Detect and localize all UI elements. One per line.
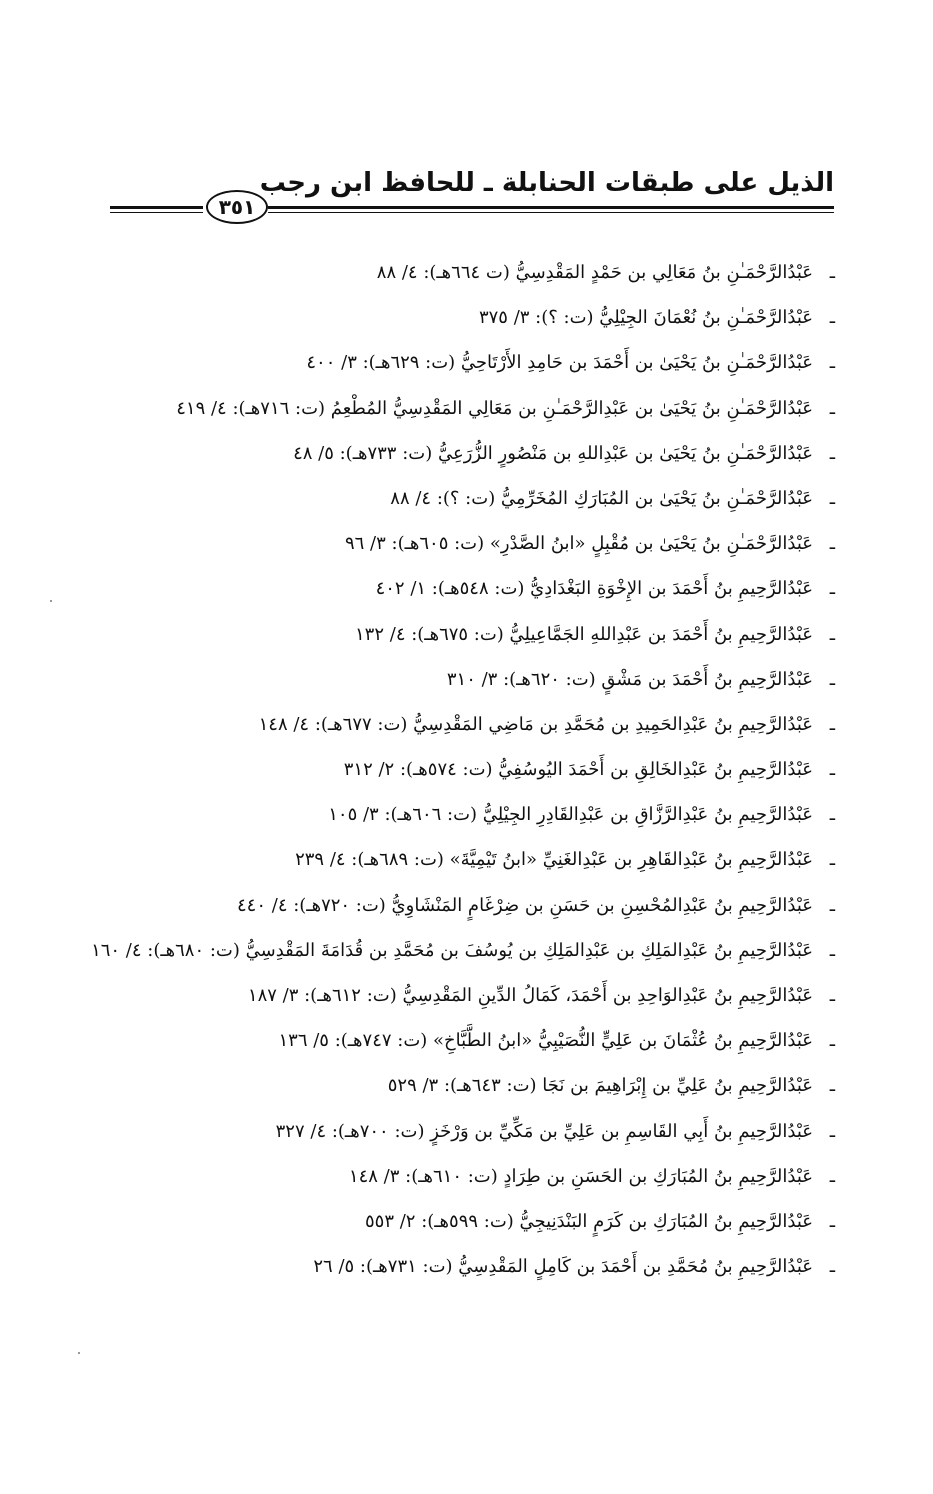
entry-dash: ـ xyxy=(829,1210,835,1232)
entry-text: عَبْدُالرَّحِيمِ بنُ عَبْدِالحَمِيدِ بن مُحَمَّدِ بن مَاضِي المَقْدِسِيُّ (ت: ٦٧٧هـ): ٤/ ١٤٨ xyxy=(258,713,813,735)
entry-text: عَبْدُالرَّحْمَـٰنِ بنُ مَعَالِي بن حَمْدٍ المَقْدِسِيُّ (ت ٦٦٤هـ): ٤/ ٨٨ xyxy=(376,262,813,283)
index-entry xyxy=(35,566,835,611)
index-entry xyxy=(35,702,835,747)
entry-text: عَبْدُالرَّحِيمِ بنُ أَبِي القَاسِمِ بن عَلِيِّ بن مَكِّيِّ بن وَرْخَزٍ (ت: ٧٠٠هـ): ٤/ ٣٢٧ xyxy=(275,1120,813,1142)
entry-dash: ـ xyxy=(829,894,835,916)
entry-dash: ـ xyxy=(829,668,835,690)
entry-dash: ـ xyxy=(829,1075,835,1097)
entry-dash: ـ xyxy=(829,1256,835,1278)
entry-text: عَبْدُالرَّحْمَـٰنِ بنُ يَحْيَىٰ بن عَبْدِالرَّحْمَـٰنِ بن مَعَالِي المَقْدِسِيُّ المُطْعِمُ (ت: ٧١٦هـ): ٤/ ٤١٩ xyxy=(176,397,813,419)
entry-text: عَبْدُالرَّحِيمِ بنُ عَلِيِّ بن إِبْرَاهِيمَ بن نَجَا (ت: ٦٤٣هـ): ٣/ ٥٢٩ xyxy=(387,1075,813,1097)
entry-dash: ـ xyxy=(829,397,835,419)
entry-text: عَبْدُالرَّحْمَـٰنِ بنُ يَحْيَىٰ بن عَبْدِاللهِ بن مَنْصُورٍ الزُّرَعِيُّ (ت: ٧٣٣هـ): ٥/ ٤٨ xyxy=(293,442,813,464)
entry-dash: ـ xyxy=(829,804,835,826)
index-entry xyxy=(35,657,835,702)
entry-text: عَبْدُالرَّحِيمِ بنُ أَحْمَدَ بن الإِخْوَةِ البَغْدَادِيُّ (ت: ٥٤٨هـ): ١/ ٤٠٢ xyxy=(375,578,813,600)
page-number-badge xyxy=(206,190,268,224)
entry-dash: ـ xyxy=(829,1120,835,1142)
entry-dash: ـ xyxy=(829,307,835,329)
entry-text: عَبْدُالرَّحِيمِ بنُ المُبَارَكِ بن كَرَمٍ البَنْدَنِيجِيُّ (ت: ٥٩٩هـ): ٢/ ٥٥٣ xyxy=(364,1210,813,1232)
entry-text: عَبْدُالرَّحِيمِ بنُ مُحَمَّدِ بن أَحْمَدَ بن كَامِلٍ المَقْدِسِيُّ (ت: ٧٣١هـ): ٥/ ٢٦ xyxy=(313,1256,813,1278)
entry-text: عَبْدُالرَّحْمَـٰنِ بنُ يَحْيَىٰ بن أَحْمَدَ بن حَامِدِ الأَرْتَاحِيُّ (ت: ٦٢٩هـ): ٣/ ٤٠٠ xyxy=(306,352,813,374)
index-entry xyxy=(35,1063,835,1108)
entry-dash: ـ xyxy=(829,442,835,464)
index-entry xyxy=(35,295,835,340)
entry-dash: ـ xyxy=(829,713,835,735)
entry-text: عَبْدُالرَّحِيمِ بنُ عَبْدِالوَاحِدِ بن أَحْمَدَ، كَمَالُ الدِّينِ المَقْدِسِيُّ (ت: ٦١٢هـ): ٣/ ١٨٧ xyxy=(247,985,813,1006)
index-entry xyxy=(35,928,835,973)
entry-text: عَبْدُالرَّحِيمِ بنُ عُثْمَانَ بن عَلِيٍّ النُّصَيْبِيُّ «ابنُ الطَّبَّاخِ» (ت: ٧٤٧هـ): ٥/ ١٣٦ xyxy=(278,1030,813,1052)
entry-text: عَبْدُالرَّحْمَـٰنِ بنُ نُعْمَانَ الجِيْلِيُّ (ت: ؟): ٣/ ٣٧٥ xyxy=(478,307,813,329)
index-entry xyxy=(35,973,835,1018)
entry-dash: ـ xyxy=(829,759,835,781)
index-entry xyxy=(35,1244,835,1289)
index-entry xyxy=(35,431,835,476)
index-entry xyxy=(35,250,835,295)
index-entry xyxy=(35,340,835,385)
index-entry xyxy=(35,792,835,837)
entry-dash: ـ xyxy=(829,1165,835,1187)
index-entry xyxy=(35,1199,835,1244)
index-entry-list xyxy=(35,250,835,1289)
index-entry xyxy=(35,612,835,657)
entry-dash: ـ xyxy=(829,352,835,374)
entry-text: عَبْدُالرَّحِيمِ بنُ عَبْدِالمُحْسِنِ بن حَسَنِ بن ضِرْغَامٍ المَنْشَاوِيُّ (ت: ٧٢٠هـ): ٤/ ٤٤٠ xyxy=(237,894,813,916)
page-number: ٣٥١ xyxy=(218,195,256,219)
entry-dash: ـ xyxy=(829,578,835,600)
scan-speck xyxy=(50,600,52,602)
index-entry xyxy=(35,837,835,882)
entry-dash: ـ xyxy=(829,533,835,555)
running-title: الذيل على طبقات الحنابلة ـ للحافظ ابن رجب xyxy=(259,168,834,198)
entry-dash: ـ xyxy=(829,849,835,871)
header-rule-thick xyxy=(268,206,834,209)
index-entry xyxy=(35,1109,835,1154)
header-rule-left-thick xyxy=(110,206,203,209)
entry-text: عَبْدُالرَّحِيمِ بنُ عَبْدِالقَاهِرِ بن عَبْدِالغَنِيِّ «ابنُ تَيْمِيَّةَ» (ت: ٦٨٩هـ): ٤/ ٢٣٩ xyxy=(295,849,813,871)
entry-text: عَبْدُالرَّحِيمِ بنُ عَبْدِالرَّزَّاقِ بن عَبْدِالقَادِرِ الجِيْلِيُّ (ت: ٦٠٦هـ): ٣/ ١٠٥ xyxy=(328,804,813,826)
entry-dash: ـ xyxy=(829,262,835,283)
header-rule-left-thin xyxy=(110,212,203,213)
index-entry xyxy=(35,476,835,521)
entry-text: عَبْدُالرَّحِيمِ بنُ أَحْمَدَ بن عَبْدِاللهِ الجَمَّاعِيلِيُّ (ت: ٦٧٥هـ): ٤/ ١٣٢ xyxy=(355,623,813,645)
entry-dash: ـ xyxy=(829,1030,835,1052)
index-entry xyxy=(35,747,835,792)
header-rule-thin xyxy=(268,212,834,213)
page-header xyxy=(110,162,834,242)
index-entry xyxy=(35,386,835,431)
index-entry xyxy=(35,883,835,928)
entry-text: عَبْدُالرَّحِيمِ بنُ المُبَارَكِ بن الحَسَنِ بن طِرَادٍ (ت: ٦١٠هـ): ٣/ ١٤٨ xyxy=(348,1165,813,1187)
scan-speck xyxy=(78,1352,80,1354)
entry-text: عَبْدُالرَّحِيمِ بنُ عَبْدِالخَالِقِ بن أَحْمَدَ اليُوسُفِيُّ (ت: ٥٧٤هـ): ٢/ ٣١٢ xyxy=(343,759,813,781)
index-entry xyxy=(35,521,835,566)
entry-dash: ـ xyxy=(829,623,835,645)
index-entry xyxy=(35,1154,835,1199)
entry-text: عَبْدُالرَّحْمَـٰنِ بنُ يَحْيَىٰ بن المُبَارَكِ المُخَرِّمِيُّ (ت: ؟): ٤/ ٨٨ xyxy=(390,487,813,509)
entry-text: عَبْدُالرَّحْمَـٰنِ بنُ يَحْيَىٰ بن مُقْبِلٍ «ابنُ الصَّدْرِ» (ت: ٦٠٥هـ): ٣/ ٩٦ xyxy=(344,533,813,555)
entry-dash: ـ xyxy=(829,985,835,1006)
index-entry xyxy=(35,1018,835,1063)
entry-dash: ـ xyxy=(829,939,835,961)
entry-dash: ـ xyxy=(829,487,835,509)
entry-text: عَبْدُالرَّحِيمِ بنُ عَبْدِالمَلِكِ بن عَبْدِالمَلِكِ بن يُوسُفَ بن مُحَمَّدِ بن قُدَامَةَ المَقْدِسِيُّ (ت: ٦٨٠هـ): ٤/ ١٦٠ xyxy=(91,939,813,961)
entry-text: عَبْدُالرَّحِيمِ بنُ أَحْمَدَ بن مَشْقٍ (ت: ٦٢٠هـ): ٣/ ٣١٠ xyxy=(446,668,813,690)
